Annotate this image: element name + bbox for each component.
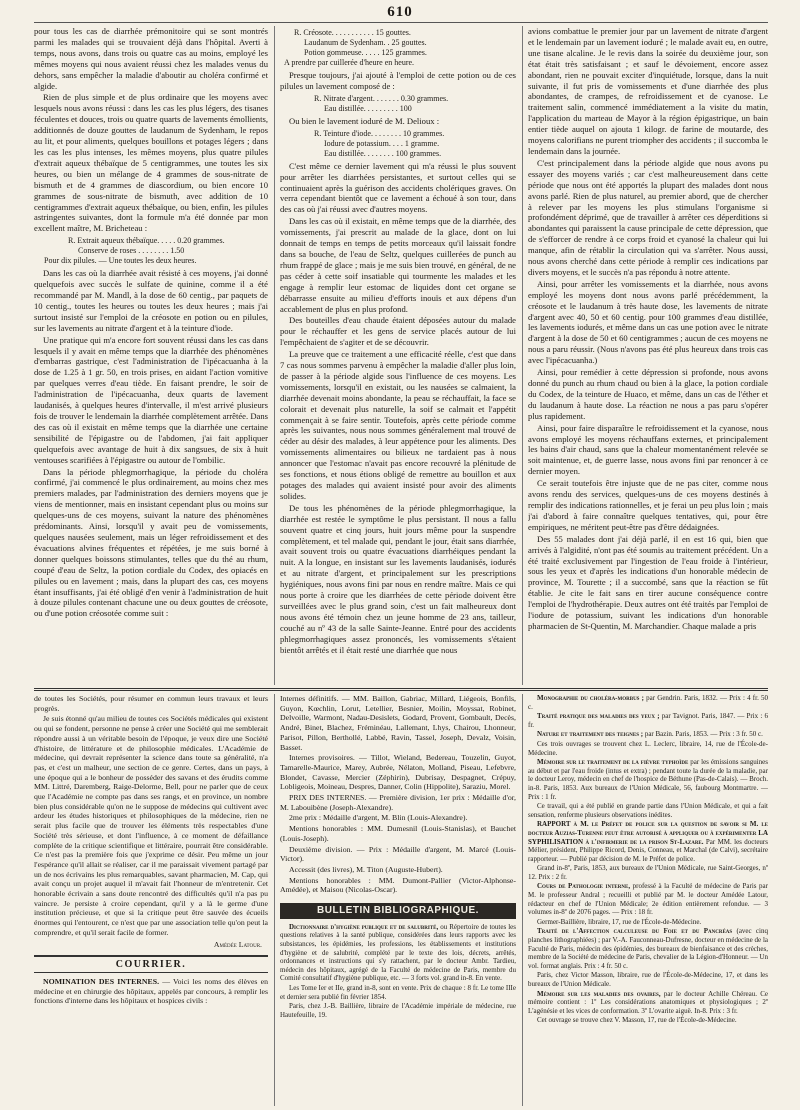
formula-line: R. Créosote. . . . . . . . . . . 15 gouttes. <box>294 28 411 37</box>
bibliography-note: Germer-Baillière, libraire, 17, rue de l'École-de-Médecine. <box>537 917 702 926</box>
bibliography-entry <box>528 694 768 711</box>
book-title: Mémoire sur les maladies des ovaires, <box>537 989 661 998</box>
bibliography-note: Grand in-8º, Paris, 1853, aux bureaux de l'Union Médicale, rue Saint-Georges, nº 12. Prix : 2 fr. <box>528 864 768 881</box>
bibliography-entry <box>528 990 768 1016</box>
feuilleton-column-3 <box>528 694 768 1106</box>
bibliography-note: Paris, chez Victor Masson, libraire, rue de l'École-de-Médecine, 17, et dans les bureaux de l'Union Médicale. <box>528 971 768 988</box>
paragraph: Je suis étonné qu'au milieu de toutes ces Sociétés médicales qui existent ou qui se fondent, personne ne pense à créer une Société qui me semblerait répondre aussi à un véritable besoin de l'époque, je veux dire une Société d'histoire, de littérature et de philosophie médicales. L'Académie de médecine, qui devrait représenter la science dans toute sa généralité, n'a pas, et c'est un malheur, une section de ce genre. Certes, dans un pays, à une époque qui a le bonheur de posséder des savans et des érudits comme MM. Littré, Daremberg, Raige-Delorme, Bell, pour ne parler que de ceux que l'Académie ne compte pas dans ses rangs, et en province, un nombre bien plus considérable qu'on ne le suppose de médecins qui cultivent avec ardeur les études historiques et philosophiques de la médecine, rien ne serait plus facile que de trouver les éléments très respectables d'une Société très sérieuse, et dont l'influence, à ce moment de défaillance complète de la critique scientifique et littéraire, pourrait être considérable. Ce n'est pas la première fois que j'exprime ce désir. Peu même un jour l'espérance qu'il allait se réaliser, car il me paraissait vivement partagé par un de nos écrivains les plus remarquables, savant pharmacien, M. Cap, qui avait conçu un projet auquel il m'avait fait l'honneur de m'entretenir. Cet honorable écrivain a sans doute rencontré des difficultés qu'il n'a pas pu vaincre. Je persiste à croire cependant, qu'il y a là le germe d'une institution précieuse, et que si la critique peut être sauvée des écueils énormes qui l'entourent, ce n'est que par une association telle qu'on peut la comprendre, et qu'il serait facile de former. <box>34 714 268 937</box>
paragraph: avions combattue le premier jour par un lavement de nitrate d'argent et le lendemain par un lavement ioduré ; le malade avait eu, en outre, une tisane alcaline. Je le revis dans la soirée du deuxième jour, son état était très satisfaisant ; et sauf le dévoiement, encore assez abondant, rien ne pouvait exciter d'inquiétude, lorsque, dans la nuit suivante, il fut pris de vomissements et d'une diarrhée des plus abondantes, de crampes, de refroidissement et de cyanose. Le traitement salin, commencé immédiatement a la visite du matin, l'application du marteau de Mayor à la région épigastrique, un bain entier tiède auquel on ajouta 1 kilogr. de farine de moutarde, des moyens calorifians ne purent triompher des accidents ; il succomba le lendemain dans la journée. <box>528 26 768 156</box>
prescription-formula <box>314 94 516 114</box>
column-divider <box>522 694 523 1106</box>
paragraph: De tous les phénomènes de la période phlegmorrhagique, la diarrhée est restée le symptôme le plus persistant. Il nous a fallu souvent quatre et cinq jours, huit jours même pour la suspendre complètement, et tel malade qui, pendant le jour, était sans diarrhée, avait souvent trois ou quatre évacuations diarrhéiques pendant la nuit. A la longue, en insistant sur les lavements laudanisés, iodurés et au nitrate d'argent, et principalement sur les prescriptions hygiéniques, nous avons fini par nous en rendre maître. Mais ce qui nous porte à croire que les diarrhées de cette période doivent être surveillées avec le plus grand soin, c'est un fait malheureux dont nous avons été témoin chez un jeune homme de 23 ans, tailleur, couché au nº 43 de la salle Sainte-Jeanne. Entré pour des accidents phlegmorrhagiques assez prononcés, les vomissements s'étaient bientôt arrêtés et il était resté une diarrhée que nous <box>280 502 516 655</box>
paragraph: Ainsi, pour faire disparaître le refroidissement et la cyanose, nous avons employé les moyens réchauffans externes, et principalement les bains d'air chaud, sans que la chaleur momentanément relevée se soit maintenue, et, de guerre lasse, nous avons fini par renoncer à ce dernier moyen. <box>528 422 768 477</box>
bulletin-title: BULLETIN BIBLIOGRAPHIQUE. <box>280 903 516 919</box>
paragraph: PRIX DES INTERNES. — Première division, 1er prix : Médaille d'or, M. Labouibène (Joseph-Alexandre). <box>280 793 516 812</box>
formula-line: Eau distillée. . . . . . . . . 100 <box>324 103 412 113</box>
column-divider <box>274 26 275 685</box>
paragraph: 2me prix : Médaille d'argent, M. Blin (Louis-Alexandre). <box>289 813 468 823</box>
paragraph: Ou bien le lavement ioduré de M. Delioux : <box>289 115 440 126</box>
formula-line: Pour dix pilules. — Une toutes les deux heures. <box>44 256 197 266</box>
book-title: RAPPORT à M. le Préfet de police sur la question de savoir si M. le docteur Auzias-Turenne peut être autorisé à appliquer ou à expérimenter LA SYPHILISATION à l'infirmerie de la prison St-Lazare. <box>528 820 768 846</box>
book-title: Nature et traitement des teignes ; <box>537 730 644 739</box>
paragraph: C'est même ce dernier lavement qui m'a réussi le plus souvent pour arrêter les diarrhées persistantes, et surtout celles qui se continuaient après la guérison des accidents cholériques graves. On verra cependant bientôt que ce lavement a échoué à son tour, dans des cas où j'ai réussi avec d'autres moyens. <box>280 160 516 215</box>
paragraph: Ainsi, pour arrêter les vomissements et la diarrhée, nous avons employé les moyens dont nous avons parlé précédemment, la créosote et le laudanum à très haute dose, les lavements de nitrate d'argent avec 40, 50 et 60 centig. pour 100 grammes d'eau distillée, les lavements iodurés, et même dans un cas une potion avec le nitrate d'argent à la dose de 50 et 60 centigrammes ; aucun de ces moyens ne nous a paru réussir. (Nous n'avons pas été plus heureux dans trois cas avec l'ipécacuanha.) <box>528 278 768 366</box>
book-description: par les émissions sanguines au début et par l'eau froide (intus et extra) ; pendant toute la durée de la maladie, par le docteur Leroy, médecin en chef de l'hospice de Béthune (Pas-de-Calais). — Broch. in-8. Paris, 1853. Aux bureaux de l'Union Médicale, 56, faubourg Montmartre. — Prix : 1 fr. <box>528 758 768 801</box>
bibliography-entry <box>528 927 768 970</box>
bibliography-note: Paris, chez J.-B. Baillière, libraire de l'Académie impériale de médecine, rue Hautefeuille, 19. <box>280 1002 516 1019</box>
book-title: Mémoire sur le traitement de la fièvre typhoïde <box>537 758 689 767</box>
paragraph: Rien de plus simple et de plus ordinaire que les moyens avec lesquels nous avons réussi : dans les cas les plus légers, des tisanes féculentes et douces, trois ou quatre quarts de lavements émollients, additionnés de douze gouttes de laudanum de Sydenham, le repos au lit, et pour aliments, quelques bouillons et potages légers ; dans les cas les plus intenses, les mêmes moyens, plus quatre pilules d'extrait aqueux thébaïque de 5 centigrammes, une toutes les six heures, ou bien un mélange de 4 grammes de sous-nitrate de bismuth et de 4 grammes de diascordium, ou bien encore 10 grammes de sous-nitrate de bismuth, avec addition de 10 centigrammes d'extrait aqueux thébaïque, ou bien, enfin, les pilules astringentes suivantes, dont la formule m'a été donnée par mon excellent maître, M. Bricheteau : <box>34 92 268 234</box>
paragraph: pour tous les cas de diarrhée prémonitoire qui se sont montrés parmi les malades qui se trouvaient déjà dans l'hôpital. Averti à temps, nous avons, dans trois ou quatre cas au moins, employé les mêmes moyens qui nous avaient réussi chez les malades venus du dehors, sans empêcher la maladie d'aboutir au choléra confirmé et algide. <box>34 26 268 91</box>
column-divider <box>522 26 523 685</box>
paragraph: Des 55 malades dont j'ai déjà parlé, il en est 16 qui, bien que arrivés à l'algidité, n'ont pas été soumis au traitement précédent. Un a été traité exclusivement par l'ingestion de l'eau froide à l'intérieur, sous les yeux et d'après les indications d'un honorable médecin de province, M. Tourette ; il a succombé, sans que la réaction se fût établie. Je cite le fait sans en tirer aucune conséquence contre l'emploi de l'hydrothérapie. Deux autres ont été traités par l'emploi de l'iodure de potassium, suivant les indications d'un honorable pharmacien de St-Quentin, M. Marchandier. Chaque malade a pris <box>528 533 768 631</box>
book-description: par Gendrin. Paris, 1832. — Prix : 4 fr. 50 c. <box>528 694 768 711</box>
bibliography-note: Cet ouvrage se trouve chez V. Masson, 17, rue de l'École-de-Médecine. <box>537 1016 737 1025</box>
formula-line: R. Extrait aqueux thébaïque. . . . . 0.20 grammes. <box>68 236 225 246</box>
book-description: ou Répertoire de toutes les questions relatives à la santé publique, considérées dans leurs rapports avec les subsistances, les épidémies, les professions, les établissements et institutions d'hygiène et de salubrité, complété par le texte des lois, décrets, arrêtés, ordonnances et instructions qui s'y rattachent, par le docteur Ambr. Tardieu, médecin des hôpitaux, agrégé de la Faculté de médecine de Paris, membre du Comité consultatif d'hygiène publique, etc. — 3 forts vol. grand in-8. En vente. <box>280 922 516 983</box>
prescription-formula <box>284 28 516 68</box>
paragraph: Des bouteilles d'eau chaude étaient déposées autour du malade pour le réchauffer et les gens de service placés autour de lui l'empêchaient de s'agiter et de se découvrir. <box>280 315 516 348</box>
header-rule <box>34 22 768 23</box>
column-divider <box>274 694 275 1106</box>
section-title: COURRIER. <box>34 955 268 973</box>
paragraph: Dans les cas où la diarrhée avait résisté à ces moyens, j'ai donné quelquefois avec succès le sulfate de quinine, comme il a été recommandé par M. Mandl, à la dose de 60 centig., par paquets de 10 centig., toutes les heures ou toutes les deux heures ; mais j'ai surtout insisté sur l'emploi de la créosote en potion ou en pilules, sur les lavements au nitrate d'argent et à la teinture d'iode. <box>34 268 268 333</box>
formula-line: R. Nitrate d'argent. . . . . . . 0.30 grammes. <box>314 93 449 103</box>
formula-line: Conserve de roses . . . . . . . . 1.50 <box>78 246 185 256</box>
formula-line: Potion gommeuse. . . . . 125 grammes. <box>304 48 427 57</box>
paragraph: La preuve que ce traitement a une efficacité réelle, c'est que dans 7 cas nous sommes parvenu à empêcher la maladie d'aller plus loin, de passer à la période algide sous l'influence de ces moyens. Les vomissements, lorsqu'il en existait, ou les nausées se calmaient, la diarrhée devenait moins abondante, la peau se réchauffait, la face se colorait et devenait plus naturelle, la soif se calmait et l'appétit commençait à se faire sentir. Toutefois, après cette période comme après les suivantes, nous nous sommes généralement mal trouvé de céder au désir des malades, à leur appétence pour les aliments. Des vomissements alimentaires ou bilieux ne tardaient pas à nous annoncer que l'estomac n'avait pas encore recouvré la plénitude de ses fonctions, et nous étions obligé de remettre au bouillon et aux potages des malades qui avaient insisté pour avoir des aliments solides. <box>280 349 516 501</box>
paragraph: Internes définitifs. — MM. Baillon, Gabriac, Millard, Liégeois, Bonfils, Guyon, Kœchlin, Lorut, Letellier, Besnier, Moilin, Moyssat, Robinet, Delvoille, Warmont, Nadau-Desislets, Godard, Provent, Gombault, Decès, André, Binet, Blachez, Fréminéau, Lallemant, Lhys, Chairou, Lhonneur, Parisot, Pillon, Berthollé, Labbé, Ravin, Tassel, Joseph, Devalz, Voisin, Basset. <box>280 694 516 752</box>
book-title: Dictionnaire d'hygiène publique et de salubrité, <box>289 922 439 931</box>
prescription-formula <box>314 129 516 159</box>
section-divider <box>34 688 768 691</box>
paragraph: Presque toujours, j'ai ajouté à l'emploi de cette potion ou de ces pilules un lavement composé de : <box>280 70 516 91</box>
book-description: par Tavignot. Paris, 1847. — Prix : 6 fr. <box>528 712 768 729</box>
paragraph: Dans les cas où il existait, en même temps que de la diarrhée, des vomissements, j'ai prescrit au malade de la glace, dont on lui donnait de temps en temps de petits morceaux qu'il laissait fondre dans sa bouche, de l'eau de Seltz, quelques cuillerées de punch au rhum frappé de glace ; mais je me suis bien trouvé, en général, de ne pas céder à cette soif insatiable qui tourmente les malades et les engage à remplir leur estomac de liquides dont cet organe se débarrasse ensuite au milieu d'efforts inouïs et aux dépens d'un accablement de plus en plus profond. <box>280 216 516 314</box>
formula-line: Iodure de potassium. . . . 1 gramme. <box>324 138 440 148</box>
paragraph: Internes provisoires. — Tillot, Wieland, Bedereau, Touzelin, Guyot, Tamarelle-Maurice, Marey, Aubrée, Nélaton, Molland, Piseau, Lefebvre, Blondet, Cavasse, Mercier (Zéphirin), Dubrisay, Despagnet, Crépuy, Lobligeois, Moineau, Despres, Danner, Colin (Hippolite), Saraziu, Morel. <box>280 753 516 792</box>
formula-line: Eau distillée. . . . . . . . 100 grammes. <box>324 148 442 158</box>
paragraph: Accessit (des livres), M. Titon (Auguste-Hubert). <box>289 864 443 874</box>
paragraph: Mentions honorables : MM. Dumont-Pallier (Victor-Alphonse-Amédée), et Maisou (Nicolas-Oscar). <box>280 875 516 895</box>
bibliography-note: Ce travail, qui a été publié en grande partie dans l'Union Médicale, et qui a fait sensation, renferme plusieurs observations inédites. <box>528 802 768 819</box>
paragraph: Mentions honorables : MM. Dumesnil (Louis-Stanislas), et Bauchet (Louis-Joseph). <box>280 824 516 843</box>
book-title: Monographie du choléra-morbus ; <box>537 694 644 702</box>
book-description: professé à la Faculté de médecine de Paris par M. le professeur Andral ; recueilli et publié par M. le docteur Amédée Latour, rédacteur en chef de l'Union Médicale; 2e édition entièrement refondue. — 3 volumes in-8º de 2076 pages. — Prix : 18 fr. <box>528 882 768 917</box>
news-item <box>34 977 268 1006</box>
paragraph: de toutes les Sociétés, pour résumer en commun leurs travaux et leurs progrès. <box>34 694 268 713</box>
bibliography-entry <box>528 758 768 801</box>
feuilleton-column-2 <box>280 694 516 1106</box>
feuilleton-column-1 <box>34 694 268 1106</box>
paragraph: Ainsi, pour remédier à cette dépression si profonde, nous avons donné du punch au rhum chaud ou bien à la glace, la potion cordiale du Codex, de la teinture de Huaco, et même, dans un cas de l'éther et du laudanum à haute dose. La réaction ne nous a pas paru s'opérer plus rapidement. <box>528 367 768 421</box>
formula-line: R. Teinture d'iode. . . . . . . . 10 grammes. <box>314 128 445 138</box>
formula-line: Laudanum de Sydenham. . 25 gouttes. <box>304 38 427 47</box>
formula-line: A prendre par cuillerée d'heure en heure. <box>284 58 415 67</box>
article-column-3 <box>528 26 768 685</box>
book-description: par le docteur Achille Chéreau. Ce mémoire contient : 1º Les considérations anatomiques et physiologiques ; 2º L'agénésie et les vices de conformation. 3º L'ovarite aiguë. In-8. Prix : 3 fr. <box>528 989 768 1015</box>
book-title: Traité de l'Affection calculeuse du Foie et du Pancréas <box>537 927 733 936</box>
paragraph: Une pratique qui m'a encore fort souvent réussi dans les cas dans lesquels il y avait en même temps que la diarrhée des phénomènes d'embarras gastrique, c'est l'administration de l'ipécacuanha à la dose de 1.25 à 1 gr. 50, en trois prises, en aidant l'action vomitive par quelques verres d'eau tiède. En faisant prendre, le soir de l'administration de l'ipécacuanha, deux quarts de lavement laudanisés, à quelques heures d'intervalle, il m'est arrivé plusieurs fois de trouver le lendemain la diarrhée complètement arrêtée. Dans des cas où il existait en même temps que la diarrhée une certaine sensibilité de l'épigastre ou de l'abdomen, j'ai fait appliquer quelquefois avec avantage de huit à dix sangsues, de six à huit ventouses scarifiées à l'épigastre ou autour de l'ombilic. <box>34 334 268 465</box>
book-description: (avec cinq planches lithographiées) ; par V.-A. Fauconneau-Dufresne, docteur en médecine de la Faculté de Paris, médecin des épidémies, des bureaux de bienfaisance et des crèches, membre de la Société de médecine de Paris, chevalier de la Légion-d'Honneur. — Un vol. format anglais. Prix : 4 fr. 50 c. <box>528 927 768 970</box>
book-title: Cours de Pathologie interne, <box>537 882 631 891</box>
bibliography-entry <box>528 730 768 739</box>
bibliography-entry <box>528 820 768 863</box>
article-column-1 <box>34 26 268 685</box>
paragraph: Dans la période phlegmorrhagique, la période du choléra confirmé, j'ai commencé le plus ordinairement, au moins chez mes premiers malades, par l'administration des derniers moyens que je viens de mentionner, mais en insistant cependant plus ou moins sur quelques-uns de ces moyens, suivant la nature des phénomènes prédominants. Ainsi, lorsqu'il y avait peu de vomissements, quelques nausées seulement, mais un léger refroidissement et des évacuations alvines fréquentes et répétées, je me suis borné à donner quelques boissons stimulantes, telles que du thé au rhum, coupé d'eau de Seltz, la potion cordiale du Codex, des opiacés en pilules ou en lavement ; mais, dans la plupart des cas, ces moyens étant insuffisants, j'ai été obligé d'en venir à l'administration de huit à douze pilules contenant chacune une ou deux gouttes de créosote, ou d'une potion créosotée comme suit : <box>34 466 268 619</box>
book-description: Par MM. les docteurs Mélier, président, Philippe Ricord, Denis, Conneau, et Marchal (de Calvi), secrétaire rapporteur. — Publié par décision de M. le Préfet de police. <box>528 837 768 863</box>
bibliography-entry <box>280 923 516 983</box>
book-description: par Bazin. Paris, 1853. — Prix : 3 fr. 50 c. <box>643 730 763 739</box>
bibliography-note: Les Tome Ier et IIe, grand in-8, sont en vente. Prix de chaque : 8 fr. Le tome IIIe et dernier sera publié fin février 1854. <box>280 983 516 1001</box>
paragraph: Ce serait toutefois être injuste que de ne pas citer, comme nous avons rendu des services, quelques-uns de ces moyens destinés à remplir des indications rationnelles, et je ferai un peu plus loin ; mais j'ai d'abord à faire connaître quelques tentatives, qui, pour être empiriques, ne méritent peut-être pas d'être dédaignées. <box>528 478 768 532</box>
page-number: 610 <box>387 4 413 20</box>
bibliography-entry <box>528 882 768 916</box>
prescription-formula <box>44 236 268 266</box>
paragraph: Deuxième division. — Prix : Médaille d'argent, M. Marcé (Louis-Victor). <box>280 844 516 864</box>
author-signature: Amédée Latour. <box>213 939 262 949</box>
news-heading: NOMINATION DES INTERNES. <box>43 976 160 986</box>
book-title: Traité pratique des maladies des yeux ; <box>537 712 660 721</box>
bibliography-note: Ces trois ouvrages se trouvent chez L. Leclerc, libraire, 14, rue de l'École-de-Médecine. <box>528 739 768 757</box>
bibliography-entry <box>528 712 768 729</box>
paragraph: C'est principalement dans la période algide que nous avons pu essayer des moyens variés ; car c'est malheureusement dans cette période que nous ont été apportés la plupart des malades dont nous avons parlé. Rien de plus naturel, au premier abord, que de chercher à relever par les moyens les plus stimulans l'organisme si profondément déprimé, que de travailler à arrêter ces déperditions si abondantes qui paraissent la cause principale de cette dépression, que de s'efforcer de rendre à ce corps froid et cyanosé la chaleur qui lui manque, afin de rétablir la circulation qui va s'arrêter. Nous aussi, nous avons cherché dans cette période à remplir ces indications par divers moyens, et le succès n'a pas répondu à notre attente. <box>528 157 768 277</box>
news-text: — Voici les noms des élèves en médecine et en chirurgie des hôpitaux, appelés par concours, à remplir les fonctions d'interne dans les hôpitaux et hospices civils : <box>34 976 268 1006</box>
article-column-2 <box>280 26 516 685</box>
